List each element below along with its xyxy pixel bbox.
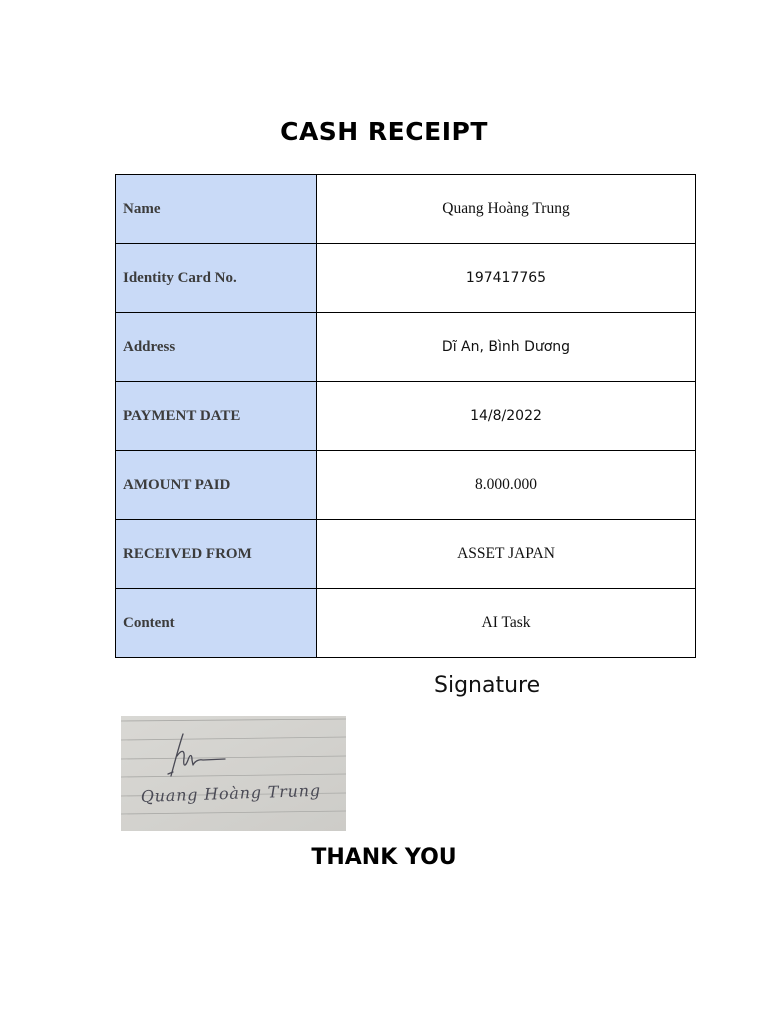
amount-paid-label: AMOUNT PAID [116, 451, 317, 520]
payment-date-value: 14/8/2022 [317, 382, 696, 451]
signature-heading: Signature [434, 673, 541, 698]
table-row-name [116, 175, 696, 244]
receipt-title: CASH RECEIPT [280, 117, 488, 146]
address-value: Dĩ An, Bình Dương [317, 313, 696, 382]
table-row-payment-date [116, 382, 696, 451]
table-row-amount-paid [116, 451, 696, 520]
name-value: Quang Hoàng Trung [317, 175, 696, 244]
identity-card-label: Identity Card No. [116, 244, 317, 313]
table-row-address [116, 313, 696, 382]
payment-date-label: PAYMENT DATE [116, 382, 317, 451]
identity-card-value: 197417765 [317, 244, 696, 313]
received-from-label: RECEIVED FROM [116, 520, 317, 589]
name-label: Name [116, 175, 317, 244]
content-value: AI Task [317, 589, 696, 658]
handwritten-name: Quang Hoàng Trung [140, 780, 322, 806]
table-row-content [116, 589, 696, 658]
thank-you-message: THANK YOU [311, 845, 457, 870]
handwritten-signature-image [121, 716, 346, 831]
table-row-received-from [116, 520, 696, 589]
content-label: Content [116, 589, 317, 658]
amount-paid-value: 8.000.000 [317, 451, 696, 520]
receipt-table [115, 174, 696, 658]
table-row-identity-card [116, 244, 696, 313]
received-from-value: ASSET JAPAN [317, 520, 696, 589]
address-label: Address [116, 313, 317, 382]
